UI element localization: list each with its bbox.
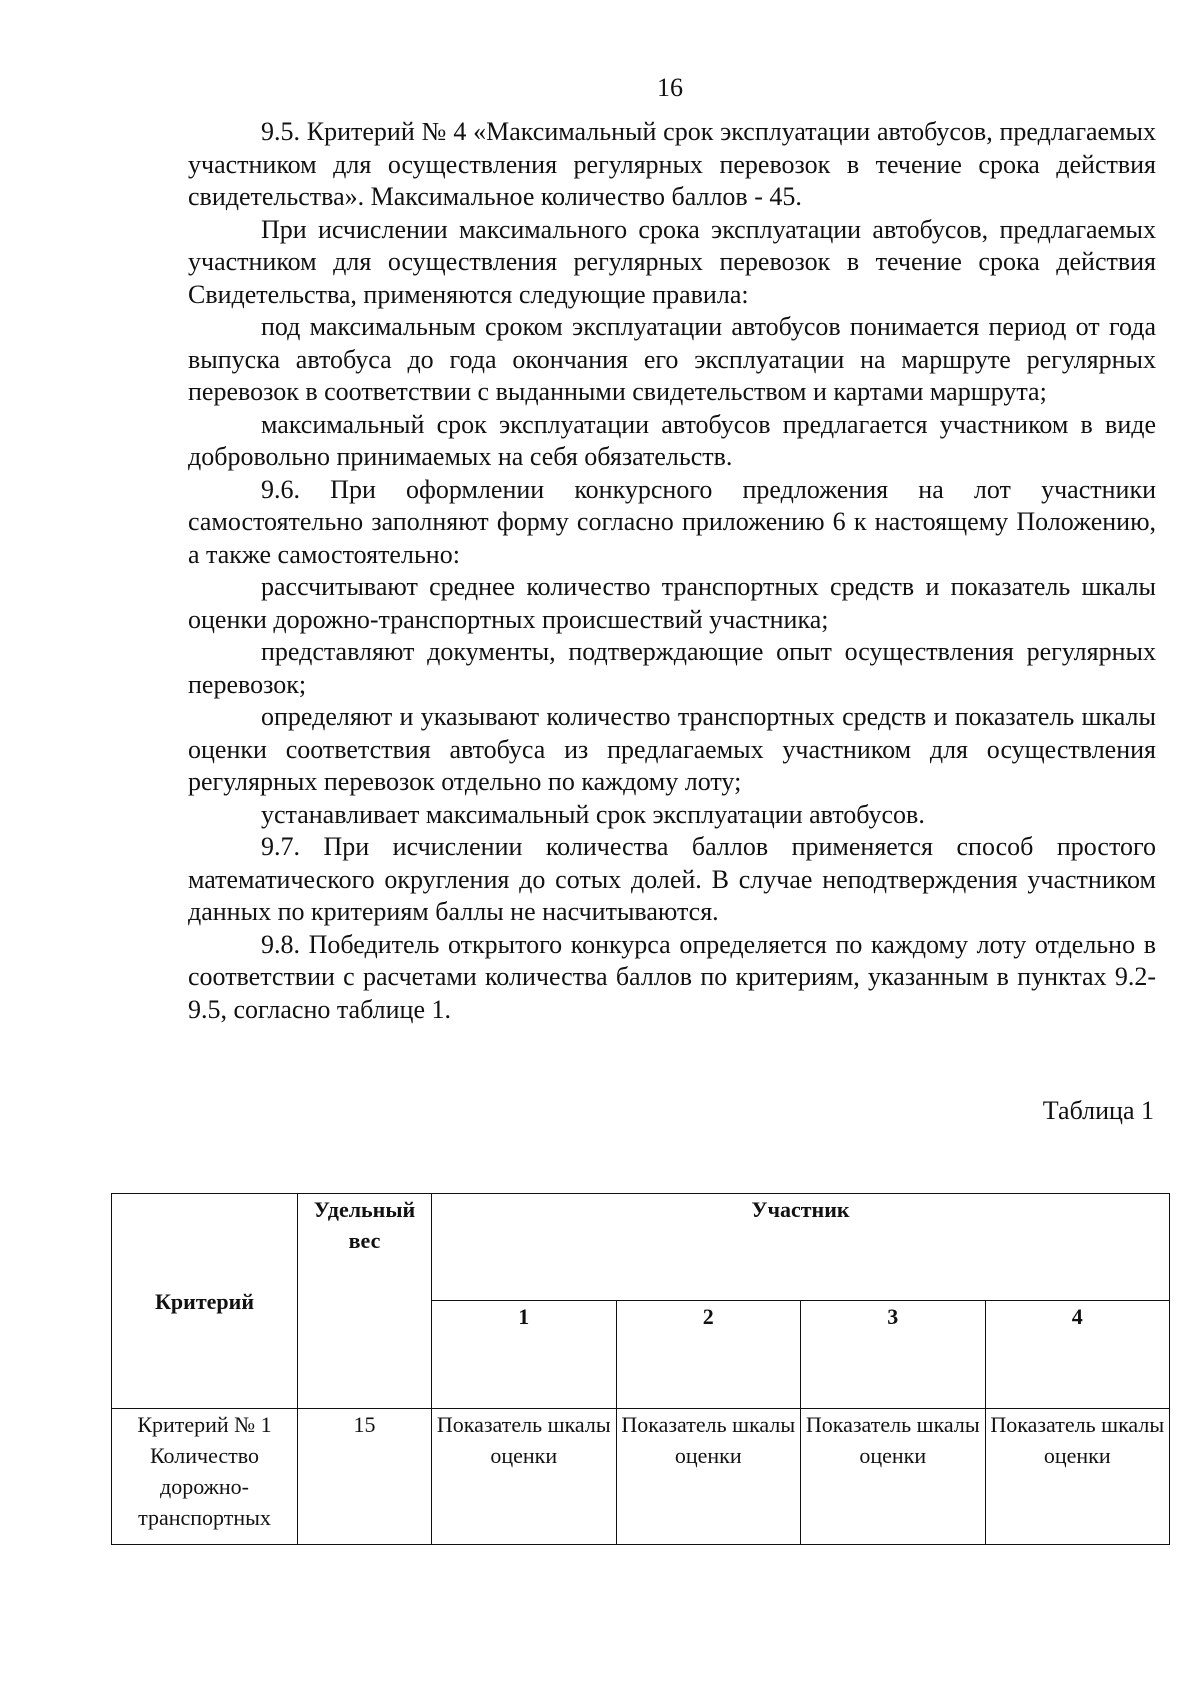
- paragraph-9-7: 9.7. При исчислении количества баллов применяется способ простого математического округления до сотых долей. В случае неподтверждения участником данных по критериям баллы не насчитываются.: [188, 832, 1156, 926]
- row-criterion: Критерий № 1 Количество дорожно-транспортных: [112, 1409, 298, 1545]
- paragraph-submit-documents: представляют документы, подтверждающие опыт осуществления регулярных перевозок;: [188, 637, 1156, 699]
- header-participant: Участник: [432, 1194, 1170, 1301]
- table-row: [112, 1409, 1170, 1545]
- row-cell-participant-3: Показатель шкалы оценки: [801, 1409, 986, 1545]
- table-caption: Таблица 1: [1042, 1096, 1154, 1125]
- document-body: [188, 116, 1156, 1026]
- header-weight: Удельный вес: [298, 1194, 432, 1409]
- header-participant-1: 1: [432, 1301, 617, 1409]
- table-header-row: [112, 1194, 1170, 1301]
- header-participant-3: 3: [801, 1301, 986, 1409]
- paragraph-9-5: 9.5. Критерий № 4 «Максимальный срок эксплуатации автобусов, предлагаемых участником для осуществления регулярных перевозок в течение срока действия свидетельства». Максимальное количество баллов - 45.: [188, 117, 1156, 211]
- paragraph-determine-vehicles: определяют и указывают количество транспортных средств и показатель шкалы оценки соответствия автобуса из предлагаемых участником для осуществления регулярных перевозок отдельно по каждому лоту;: [188, 702, 1156, 796]
- paragraph-set-max-term: устанавливает максимальный срок эксплуатации автобусов.: [261, 799, 925, 829]
- row-cell-participant-4: Показатель шкалы оценки: [985, 1409, 1170, 1545]
- criteria-table: [111, 1193, 1170, 1545]
- paragraph-calculate-vehicles: рассчитывают среднее количество транспортных средств и показатель шкалы оценки дорожно-транспортных происшествий участника;: [188, 572, 1156, 634]
- paragraph-calculation-rules: При исчислении максимального срока эксплуатации автобусов, предлагаемых участником для осуществления регулярных перевозок в течение срока действия Свидетельства, применяются следующие правила:: [188, 214, 1156, 309]
- header-participant-4: 4: [985, 1301, 1170, 1409]
- row-weight: 15: [298, 1409, 432, 1545]
- page-number: 16: [657, 73, 683, 102]
- row-cell-participant-1: Показатель шкалы оценки: [432, 1409, 617, 1545]
- header-participant-2: 2: [616, 1301, 801, 1409]
- paragraph-9-8: 9.8. Победитель открытого конкурса определяется по каждому лоту отдельно в соответствии с расчетами количества баллов по критериям, указанным в пунктах 9.2-9.5, согласно таблице 1.: [188, 929, 1156, 1024]
- row-cell-participant-2: Показатель шкалы оценки: [616, 1409, 801, 1545]
- paragraph-voluntary-obligations: максимальный срок эксплуатации автобусов предлагается участником в виде добровольно принимаемых на себя обязательств.: [188, 409, 1156, 471]
- paragraph-9-6: 9.6. При оформлении конкурсного предложения на лот участники самостоятельно заполняют форму согласно приложению 6 к настоящему Положению, а также самостоятельно:: [188, 474, 1156, 569]
- paragraph-max-term-definition: под максимальным сроком эксплуатации автобусов понимается период от года выпуска автобуса до года окончания его эксплуатации на маршруте регулярных перевозок в соответствии с выданными свидетельством и картами маршрута;: [188, 312, 1156, 406]
- header-criterion: Критерий: [112, 1194, 298, 1409]
